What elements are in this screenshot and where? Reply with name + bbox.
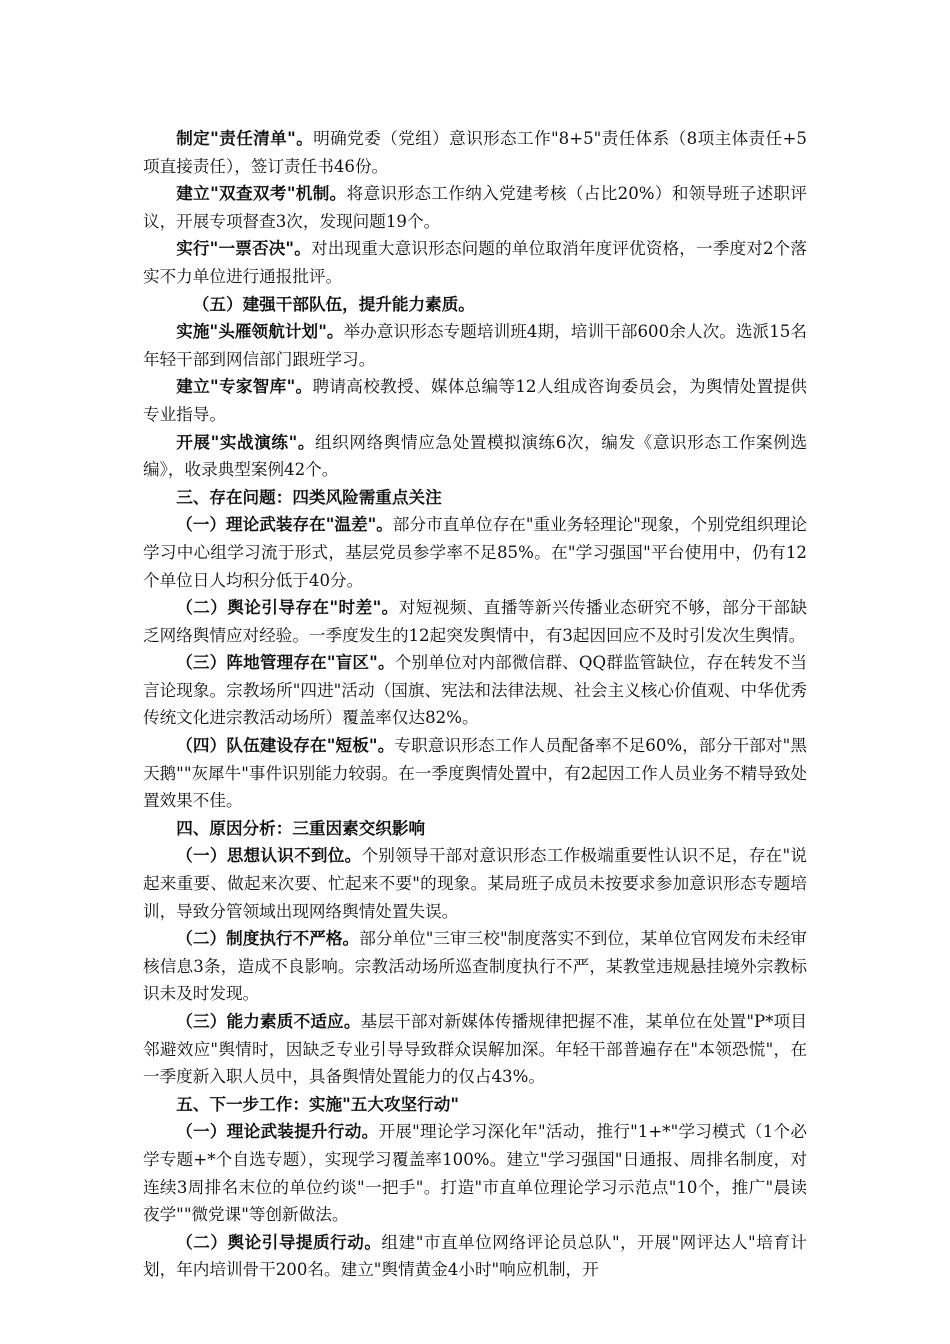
paragraph-one-vote-veto [143,235,807,290]
paragraph-lead: （一）思想认识不到位。 [176,846,362,866]
paragraph-text: 将意识形态工作纳入党建考核（占比20%）和领导班子述职评议，开展专项督查3次，发现问题19个。 [143,184,807,231]
paragraph-lead: 实施"头雁领航计划"。 [176,322,344,342]
paragraph-text: 开展"理论学习深化年"活动，推行"1+*"学习模式（1个必学专题+*个自选专题），实现学习覆盖率100%。建立"学习强国"日通报、周排名制度，对连续3周排名末位的单位约谈"一把手"。打造"市直单位理论学习示范点"10个，推广"晨读夜学""微党课"等创新做法。 [143,1122,807,1225]
paragraph-lead: （一）理论武装存在"温差"。 [176,515,393,535]
paragraph-leading-goose [143,318,807,373]
paragraph-blind-spots [143,649,807,732]
paragraph-capability [143,1008,807,1091]
paragraph-lead: （四）队伍建设存在"短板"。 [176,736,395,756]
paragraph-awareness [143,842,807,925]
paragraph-text: 明确党委（党组）意识形态工作"8+5"责任体系（8项主体责任+5项直接责任），签订责任书46份。 [143,129,807,176]
paragraph-text: 聘请高校教授、媒体总编等12人组成咨询委员会，为舆情处置提供专业指导。 [143,377,807,424]
subheading-cadre-team: （五）建强干部队伍，提升能力素质。 [192,294,475,314]
paragraph-text: 对短视频、直播等新兴传播业态研究不够，部分干部缺乏网络舆情应对经验。一季度发生的12起突发舆情中，有3起因回应不及时引发次生舆情。 [143,598,808,645]
paragraph-text: 基层干部对新媒体传播规律把握不准，某单位在处置"P*项目邻避效应"舆情时，因缺乏专业引导导致群众误解加深。年轻干部普遍存在"本领恐慌"，在一季度新入职人员中，具备舆情处置能力的仅占43%。 [143,1012,808,1087]
paragraph-lead: （二）制度执行不严格。 [176,929,360,949]
paragraph-system-execution [143,925,807,1008]
paragraph-lead: （三）能力素质不适应。 [176,1012,361,1031]
paragraph-text: 专职意识形态工作人员配备率不足60%，部分干部对"黑天鹅""灰犀牛"事件识别能力较弱。在一季度舆情处置中，有2起因工作人员业务不精导致处置效果不佳。 [143,736,808,811]
paragraph-drills [143,429,807,484]
paragraph-text: 组建"市直单位网络评论员总队"，开展"网评达人"培育计划，年内培训骨干200名。建立"舆情黄金4小时"响应机制，开 [143,1232,808,1280]
paragraph-text: 举办意识形态专题培训班4期，培训干部600余人次。选派15名年轻干部到网信部门跟班学习。 [143,322,807,369]
paragraph-opinion-action [143,1229,807,1284]
paragraph-team-weakness [143,732,807,815]
paragraph-lead: 实行"一票否决"。 [176,239,311,259]
document-body [143,125,807,1284]
paragraph-theory-action [143,1118,807,1228]
paragraph-lead: 建立"专家智库"。 [176,377,313,397]
paragraph-lead: 开展"实战演练"。 [176,432,316,452]
paragraph-lead: （三）阵地管理存在"盲区"。 [176,653,395,673]
paragraph-text: 组织网络舆情应急处置模拟演练6次，编发《意识形态工作案例选编》，收录典型案例42个。 [143,432,807,480]
paragraph-opinion-lag [143,594,807,649]
section-heading-problems: 三、存在问题：四类风险需重点关注 [176,487,442,507]
paragraph-double-check [143,180,807,235]
paragraph-text: 部分市直单位存在"重业务轻理论"现象，个别党组织理论学习中心组学习流于形式，基层党员参学率不足85%。在"学习强国"平台使用中，仍有12个单位日人均积分低于40分。 [143,515,807,590]
section-heading-next-steps: 五、下一步工作：实施"五大攻坚行动" [176,1094,459,1114]
paragraph-lead: 制定"责任清单"。 [176,129,314,148]
paragraph-lead: （二）舆论引导提质行动。 [176,1232,382,1252]
section-heading-causes: 四、原因分析：三重因素交织影响 [176,818,426,838]
paragraph-responsibility-list [143,125,807,180]
paragraph-lead: （一）理论武装提升行动。 [176,1122,379,1142]
paragraph-text: 部分单位"三审三校"制度落实不到位，某单位官网发布未经审核信息3条，造成不良影响。宗教活动场所巡查制度执行不严，某教堂违规悬挂境外宗教标识未及时发现。 [143,929,808,1004]
paragraph-expert-pool [143,373,807,428]
paragraph-theory-gap [143,511,807,594]
paragraph-lead: 建立"双查双考"机制。 [176,184,347,204]
paragraph-text: 对出现重大意识形态问题的单位取消年度评优资格，一季度对2个落实不力单位进行通报批评。 [143,239,808,286]
paragraph-text: 个别单位对内部微信群、QQ群监管缺位，存在转发不当言论现象。宗教场所"四进"活动（国旗、宪法和法律法规、社会主义核心价值观、中华优秀传统文化进宗教活动场所）覆盖率仅达82%。 [143,653,807,728]
paragraph-text: 个别领导干部对意识形态工作极端重要性认识不足，存在"说起来重要、做起来次要、忙起来不要"的现象。某局班子成员未按要求参加意识形态专题培训，导致分管领域出现网络舆情处置失误。 [143,846,808,921]
paragraph-lead: （二）舆论引导存在"时差"。 [176,598,399,618]
